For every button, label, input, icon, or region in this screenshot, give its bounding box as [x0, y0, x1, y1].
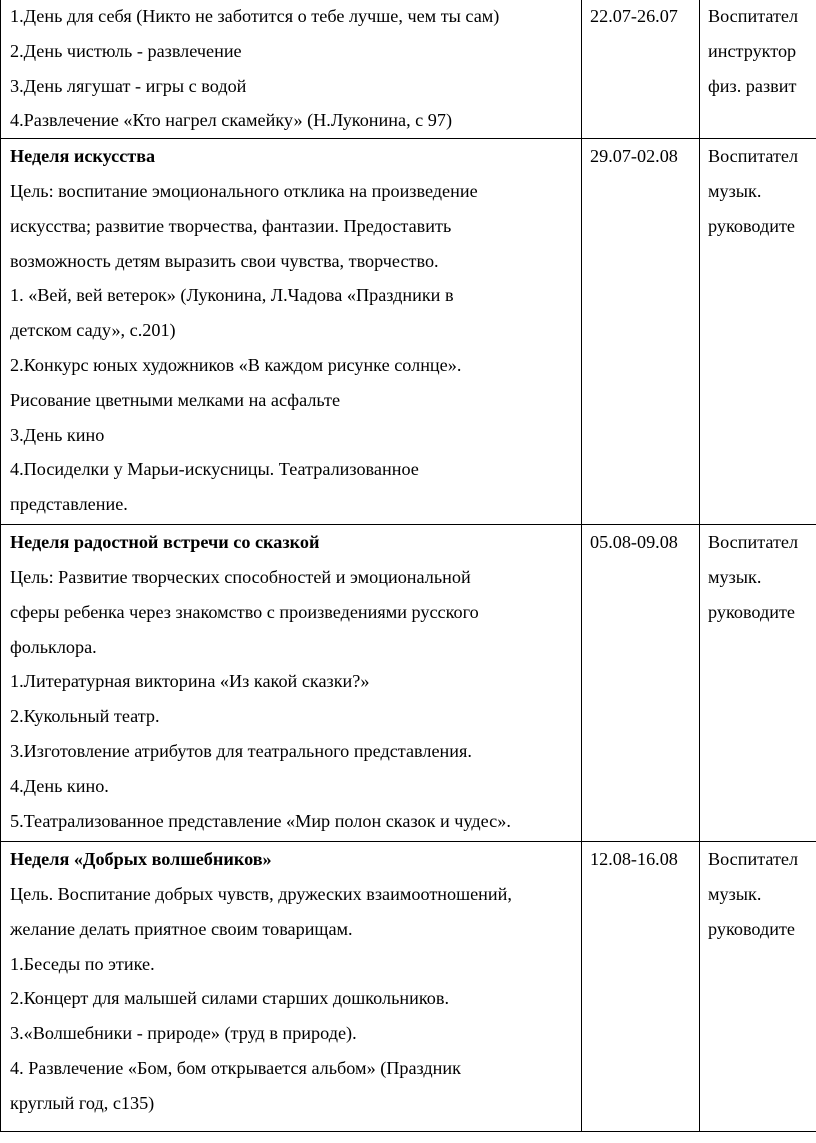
responsible-line: руководите — [708, 215, 795, 236]
activity-line: 3.День лягушат - игры с водой — [10, 75, 247, 96]
activity-line: детском саду», с.201) — [10, 320, 176, 341]
activity-line: Цель: Развитие творческих способностей и эмоциональной — [10, 566, 471, 587]
responsible-cell — [700, 139, 816, 525]
activity-line: 3.День кино — [10, 424, 105, 445]
responsible-line: музык. — [708, 883, 762, 904]
activity-line: 3.Изготовление атрибутов для театрального представления. — [10, 740, 472, 761]
activity-line: желание делать приятное своим товарищам. — [10, 918, 353, 939]
activity-line: 3.«Волшебники - природе» (труд в природе). — [10, 1023, 357, 1044]
table-row — [1, 139, 816, 525]
dates-cell — [582, 139, 700, 525]
responsible-line: Воспитател — [708, 532, 799, 553]
activity-line: 2.Кукольный театр. — [10, 706, 160, 727]
activity-line: 1. «Вей, вей ветерок» (Луконина, Л.Чадова «Праздники в — [10, 285, 454, 306]
activity-line: 1.Литературная викторина «Из какой сказки?» — [10, 671, 370, 692]
activities-cell — [1, 0, 582, 139]
week-title: Неделя «Добрых волшебников» — [10, 849, 272, 870]
activity-line: 1.День для себя (Никто не заботится о тебе лучше, чем ты сам) — [10, 6, 500, 26]
responsible-line: руководите — [708, 601, 795, 622]
dates-text: 12.08-16.08 — [590, 849, 678, 870]
activity-line: 2.Концерт для малышей силами старших дошкольников. — [10, 988, 449, 1009]
dates-text: 29.07-02.08 — [590, 146, 678, 167]
activity-line: 2.Конкурс юных художников «В каждом рисунке солнце». — [10, 354, 462, 375]
dates-cell — [582, 842, 700, 1132]
table-row — [1, 842, 816, 1132]
activity-line: 2.День чистюль - развлечение — [10, 40, 242, 61]
responsible-cell — [700, 0, 816, 139]
responsible-line: музык. — [708, 566, 762, 587]
activities-cell — [1, 842, 582, 1132]
activity-line: Рисование цветными мелками на асфальте — [10, 389, 341, 410]
activity-line: Цель. Воспитание добрых чувств, дружеских взаимоотношений, — [10, 883, 512, 904]
activity-line: 4.Посиделки у Марьи-искусницы. Театрализованное — [10, 459, 419, 480]
activities-cell — [1, 139, 582, 525]
activity-line: круглый год, с135) — [10, 1092, 155, 1113]
activity-line: 5.Театрализованное представление «Мир полон сказок и чудес». — [10, 810, 511, 831]
responsible-line: инструктор — [708, 40, 797, 61]
responsible-cell — [700, 525, 816, 842]
dates-cell — [582, 525, 700, 842]
activity-line: Цель: воспитание эмоционального отклика на произведение — [10, 180, 478, 201]
activity-line: 1.Беседы по этике. — [10, 953, 155, 974]
activity-line: представление. — [10, 494, 128, 515]
responsible-line: музык. — [708, 180, 762, 201]
responsible-line: физ. развит — [708, 75, 797, 96]
activity-line: фольклора. — [10, 636, 97, 657]
responsible-cell — [700, 842, 816, 1132]
responsible-line: Воспитател — [708, 849, 799, 870]
activity-line: 4.День кино. — [10, 775, 109, 796]
dates-cell — [582, 0, 700, 139]
dates-text: 05.08-09.08 — [590, 532, 678, 553]
week-title: Неделя радостной встречи со сказкой — [10, 532, 320, 553]
week-title: Неделя искусства — [10, 146, 156, 167]
table-row — [1, 0, 816, 139]
table-row — [1, 525, 816, 842]
activity-line: искусства; развитие творчества, фантазии. Предоставить — [10, 215, 452, 236]
activity-line: 4. Развлечение «Бом, бом открывается альбом» (Праздник — [10, 1057, 461, 1078]
activity-line: 4.Развлечение «Кто нагрел скамейку» (Н.Луконина, с 97) — [10, 110, 453, 131]
dates-text: 22.07-26.07 — [590, 6, 678, 26]
responsible-line: руководите — [708, 918, 795, 939]
responsible-line: Воспитател — [708, 6, 799, 26]
activity-line: сферы ребенка через знакомство с произведениями русского — [10, 601, 479, 622]
activity-line: возможность детям выразить свои чувства, творчество. — [10, 250, 439, 271]
responsible-line: Воспитател — [708, 146, 799, 167]
activities-cell — [1, 525, 582, 842]
